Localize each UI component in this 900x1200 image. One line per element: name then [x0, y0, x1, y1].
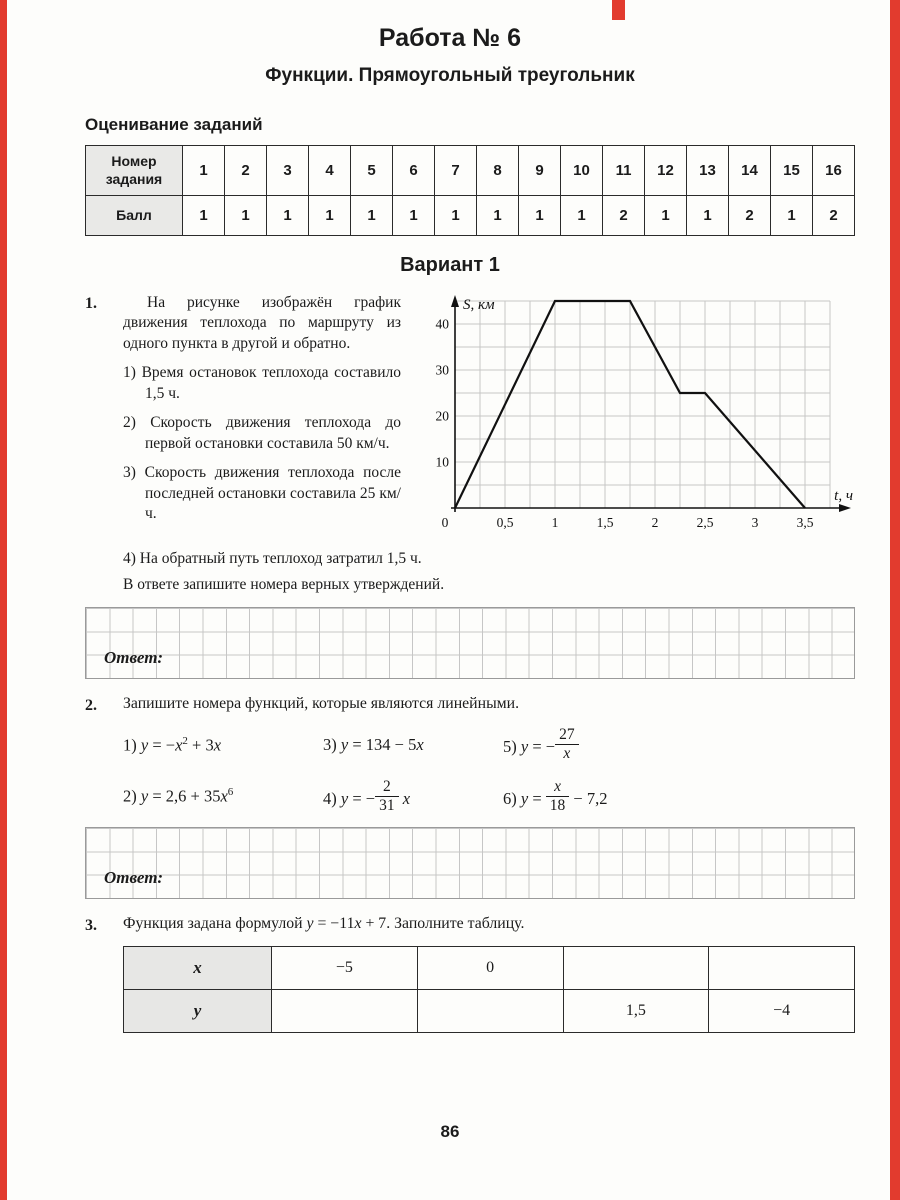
- formula-text: 1): [123, 735, 141, 755]
- grading-task-number-cell: 1: [183, 146, 225, 196]
- grading-task-number-cell: 3: [267, 146, 309, 196]
- grading-row-header-points: Балл: [86, 196, 183, 236]
- variant-heading: Вариант 1: [400, 254, 500, 276]
- x-axis-arrow: [839, 504, 851, 512]
- answer-grid-2[interactable]: [85, 827, 855, 899]
- task-3-prompt: [123, 915, 855, 933]
- answer-label-1: Ответ:: [104, 648, 164, 667]
- x-tick-label: 3: [751, 515, 759, 530]
- chart-grid: [455, 301, 830, 508]
- task-1: [85, 293, 855, 679]
- grading-task-number-cell: 11: [603, 146, 645, 196]
- grading-points-cell: 2: [729, 196, 771, 236]
- task3-y-value-3: 1,5: [563, 990, 709, 1033]
- grading-points-cell: 1: [561, 196, 603, 236]
- formula-text: − 7,2: [569, 788, 608, 808]
- y-tick-label: 30: [435, 362, 449, 378]
- formula-text: = 134 − 5: [348, 734, 417, 754]
- formula-text: = −11: [313, 915, 355, 933]
- task3-x-value-3[interactable]: [563, 947, 709, 990]
- distance-time-chart: [425, 293, 855, 548]
- grading-points-cell: 1: [225, 196, 267, 236]
- task3-y-value-2[interactable]: [417, 990, 563, 1033]
- grading-points-cell: 1: [771, 196, 813, 236]
- grading-points-cell: 1: [477, 196, 519, 236]
- fraction-numerator: [546, 779, 570, 796]
- task-1-text: [123, 293, 401, 534]
- answer-grid-1[interactable]: [85, 607, 855, 679]
- grading-task-number-cell: 4: [309, 146, 351, 196]
- grading-task-number-cell: 10: [561, 146, 603, 196]
- grading-task-number-cell: 12: [645, 146, 687, 196]
- task-1-closing: В ответе запишите номера верных утверждений.: [123, 576, 445, 593]
- task-1-statement-1: 1) Время остановок теплохода составило 1,5 ч.: [123, 364, 401, 402]
- task-2-functions: [123, 727, 855, 814]
- formula-variable: x: [175, 735, 183, 755]
- grading-row-task-numbers: [86, 146, 855, 196]
- grading-points-cell: 1: [435, 196, 477, 236]
- x-tick-label: 0: [441, 515, 449, 530]
- grading-task-number-cell: 2: [225, 146, 267, 196]
- page-edge-mark-top: [612, 0, 625, 20]
- task-1-statement-2: 2) Скорость движения теплохода до первой остановки составила 50 км/ч.: [123, 414, 401, 452]
- formula-fraction: [546, 779, 570, 815]
- formula-text: = −: [148, 735, 176, 755]
- task3-row-x: [124, 947, 855, 990]
- task3-y-value-1[interactable]: [272, 990, 418, 1033]
- formula-text: 18: [549, 796, 566, 814]
- x-tick-label: 3,5: [796, 515, 814, 530]
- grading-task-number-cell: 13: [687, 146, 729, 196]
- task3-x-value-1: −5: [272, 947, 418, 990]
- page-edge-right: [890, 0, 900, 1200]
- formula-text: 2): [123, 786, 141, 806]
- task-3-number: 3.: [85, 917, 97, 935]
- task-2: [85, 695, 855, 899]
- function-item: [503, 779, 855, 815]
- grading-task-number-cell: 16: [813, 146, 855, 196]
- grading-points-cell: 1: [183, 196, 225, 236]
- task3-x-value-2: 0: [417, 947, 563, 990]
- function-item: [323, 779, 503, 815]
- formula-text: =: [528, 788, 546, 808]
- formula-variable: y: [140, 735, 149, 755]
- task3-y-label: y: [124, 990, 272, 1033]
- grading-row-header-task-number: Номер задания: [86, 146, 183, 196]
- fraction-denominator: [546, 796, 570, 814]
- task-1-statement-4: 4) На обратный путь теплоход затратил 1,5 ч.: [123, 550, 422, 567]
- grading-row-points: [86, 196, 855, 236]
- formula-text: = −: [348, 788, 376, 808]
- y-tick-label: 40: [435, 316, 449, 332]
- formula-variable: y: [340, 734, 349, 754]
- function-item: [123, 735, 323, 756]
- formula-text: 6): [503, 788, 521, 808]
- x-axis-label: t, ч: [834, 488, 853, 504]
- grading-heading: Оценивание заданий: [85, 115, 263, 134]
- formula-variable: x: [402, 788, 411, 808]
- page-number: 86: [440, 1122, 460, 1141]
- x-tick-label: 2,5: [696, 515, 714, 530]
- function-item: [503, 727, 855, 763]
- page-subtitle: Функции. Прямоугольный треугольник: [265, 65, 635, 86]
- formula-text: = 2,6 + 35: [148, 786, 221, 806]
- grading-task-number-cell: 7: [435, 146, 477, 196]
- grading-points-cell: 1: [267, 196, 309, 236]
- y-axis-label: S, км: [463, 297, 495, 313]
- x-tick-label: 0,5: [496, 515, 514, 530]
- grading-points-cell: 2: [813, 196, 855, 236]
- formula-variable: x: [563, 745, 571, 763]
- formula-fraction: [555, 727, 579, 763]
- formula-text: 4): [323, 788, 341, 808]
- formula-fraction: [375, 779, 399, 815]
- chart-svg: [425, 293, 855, 548]
- grading-points-cell: 1: [393, 196, 435, 236]
- grading-points-cell: 1: [351, 196, 393, 236]
- formula-text: 3): [323, 734, 341, 754]
- task-1-intro: На рисунке изображён график движения теплохода по маршруту из одного пункта в другой и обратно.: [123, 294, 401, 352]
- grading-table: [85, 145, 855, 236]
- formula-text: = −: [528, 737, 556, 757]
- formula-text: Функция задана формулой: [123, 915, 307, 933]
- grading-points-cell: 2: [603, 196, 645, 236]
- x-tick-label: 1: [551, 515, 559, 530]
- grading-task-number-cell: 8: [477, 146, 519, 196]
- fraction-denominator: [555, 744, 579, 762]
- task3-x-label: x: [124, 947, 272, 990]
- grading-task-number-cell: 6: [393, 146, 435, 196]
- formula-variable: x: [416, 734, 424, 754]
- formula-text: 5): [503, 737, 521, 757]
- formula-text: 27: [559, 726, 575, 743]
- grading-task-number-cell: 15: [771, 146, 813, 196]
- task-3: [85, 915, 855, 1033]
- formula-variable: x: [554, 777, 561, 795]
- page-title: Работа № 6: [378, 24, 522, 52]
- task-2-prompt: Запишите номера функций, которые являются линейными.: [123, 695, 520, 712]
- fraction-denominator: [375, 796, 399, 814]
- answer-label-2: Ответ:: [104, 868, 164, 888]
- task-2-number: 2.: [85, 697, 97, 714]
- task3-row-y: [124, 990, 855, 1033]
- grading-points-cell: 1: [687, 196, 729, 236]
- fraction-numerator: [555, 727, 579, 744]
- formula-variable: x: [220, 786, 228, 806]
- grading-points-cell: 1: [645, 196, 687, 236]
- formula-variable: y: [520, 737, 529, 757]
- formula-superscript: 6: [227, 786, 234, 799]
- formula-variable: y: [520, 788, 529, 808]
- grading-task-number-cell: 14: [729, 146, 771, 196]
- y-tick-label: 10: [435, 454, 449, 470]
- formula-text: + 3: [187, 735, 214, 755]
- grading-points-cell: 1: [519, 196, 561, 236]
- function-item: [323, 735, 503, 755]
- page-edge-left: [0, 0, 7, 1200]
- grading-points-cell: 1: [309, 196, 351, 236]
- formula-variable: y: [306, 915, 314, 933]
- task-3-table: [123, 946, 855, 1033]
- task-1-number: 1.: [85, 295, 97, 312]
- grading-task-number-cell: 5: [351, 146, 393, 196]
- fraction-numerator: [375, 779, 399, 796]
- formula-variable: y: [140, 786, 149, 806]
- task3-x-value-4[interactable]: [709, 947, 855, 990]
- x-tick-label: 1,5: [596, 515, 614, 530]
- formula-text: 31: [379, 796, 395, 814]
- grading-task-number-cell: 9: [519, 146, 561, 196]
- y-tick-label: 20: [435, 408, 449, 424]
- formula-variable: x: [213, 735, 222, 755]
- task3-y-value-4: −4: [709, 990, 855, 1033]
- formula-text: 2: [382, 777, 391, 795]
- formula-superscript: 2: [182, 734, 188, 747]
- formula-text: + 7. Заполните таблицу.: [361, 915, 525, 933]
- formula-variable: y: [340, 788, 349, 808]
- function-item: [123, 786, 323, 807]
- formula-variable: x: [354, 915, 362, 933]
- task-1-statement-3: 3) Скорость движения теплохода после последней остановки составила 25 км/ч.: [123, 464, 401, 523]
- x-tick-label: 2: [651, 515, 659, 530]
